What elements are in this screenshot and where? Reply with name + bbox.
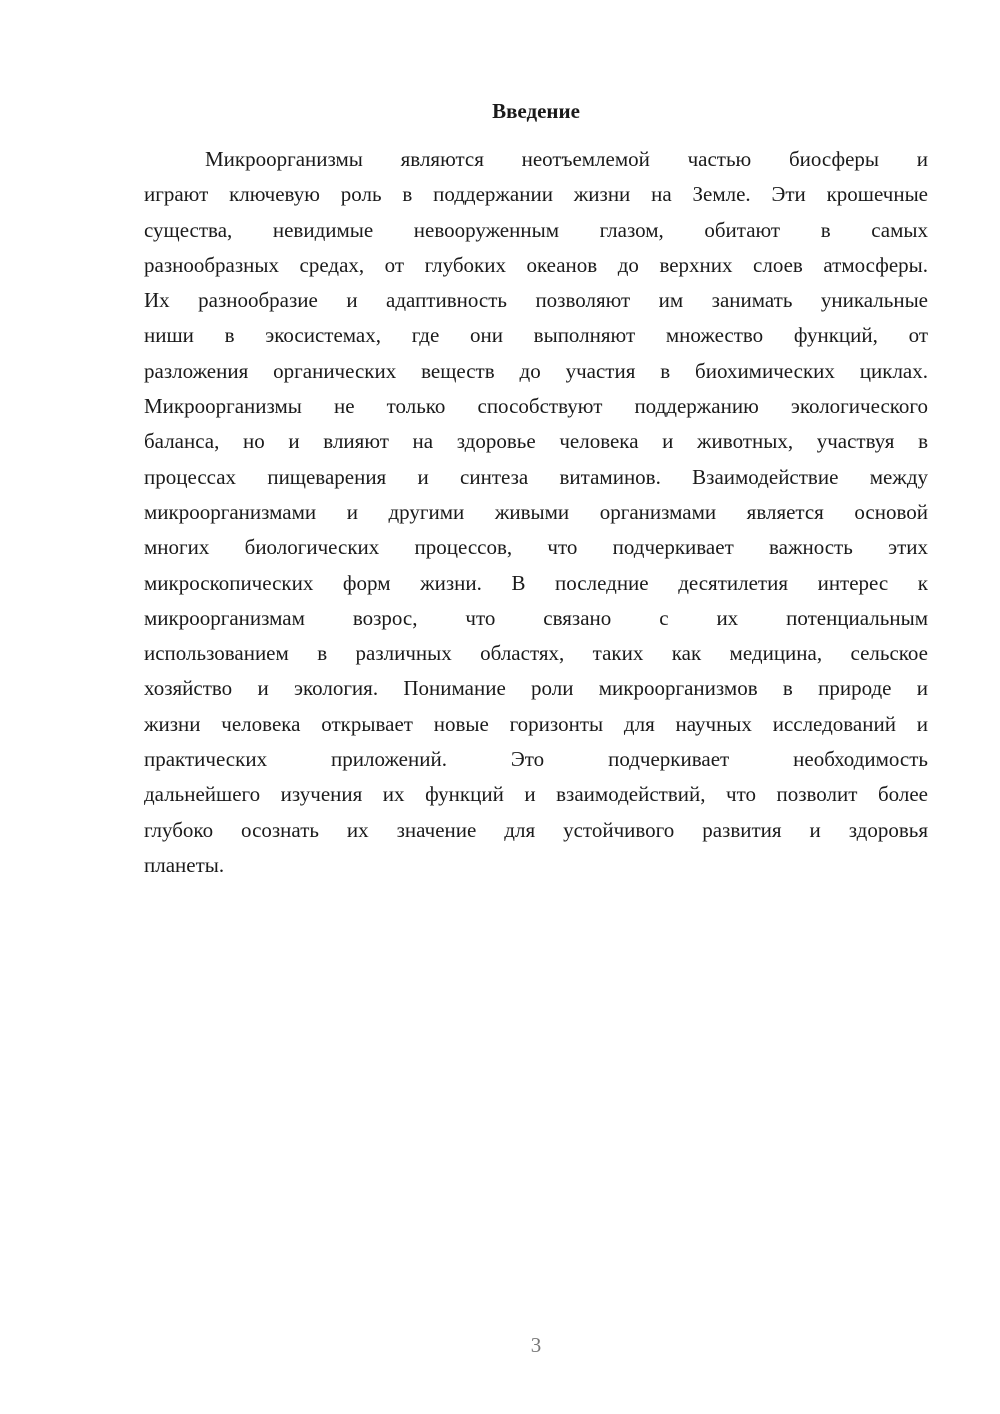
paragraph-line: микроскопических форм жизни. В последние десятилетия интерес к <box>144 570 928 595</box>
paragraph-line: дальнейшего изучения их функций и взаимодействий, что позволит более <box>144 782 928 807</box>
paragraph-line: разложения органических веществ до участия в биохимических циклах. <box>144 358 928 383</box>
paragraph-line: практических приложений. Это подчеркивает необходимость <box>144 747 928 772</box>
paragraph-line: микроорганизмами и другими живыми организмами является основой <box>144 499 928 524</box>
paragraph-line: хозяйство и экология. Понимание роли микроорганизмов в природе и <box>144 676 928 701</box>
paragraph-line: Микроорганизмы не только способствуют поддержанию экологического <box>144 394 928 419</box>
paragraph-line: использованием в различных областях, таких как медицина, сельское <box>144 641 928 666</box>
paragraph-line: микроорганизмам возрос, что связано с их потенциальным <box>144 605 928 630</box>
paragraph-line: Их разнообразие и адаптивность позволяют им занимать уникальные <box>144 288 928 313</box>
paragraph-line: процессах пищеварения и синтеза витаминов. Взаимодействие между <box>144 464 928 489</box>
paragraph-line: многих биологических процессов, что подчеркивает важность этих <box>144 535 928 560</box>
paragraph-line: планеты. <box>144 852 225 877</box>
page-number: 3 <box>530 1333 542 1357</box>
paragraph-line: ниши в экосистемах, где они выполняют множество функций, от <box>144 323 928 348</box>
body-paragraph <box>144 142 928 883</box>
paragraph-line: играют ключевую роль в поддержании жизни на Земле. Эти крошечные <box>144 182 928 207</box>
paragraph-line: Микроорганизмы являются неотъемлемой частью биосферы и <box>205 147 928 171</box>
paragraph-line: разнообразных средах, от глубоких океанов до верхних слоев атмосферы. <box>144 252 928 277</box>
paragraph-line: баланса, но и влияют на здоровье человека и животных, участвуя в <box>144 429 928 454</box>
paragraph-line: жизни человека открывает новые горизонты для научных исследований и <box>144 711 928 736</box>
section-heading: Введение <box>492 99 580 123</box>
paragraph-line: глубоко осознать их значение для устойчивого развития и здоровья <box>144 817 928 842</box>
paragraph-line: существа, невидимые невооруженным глазом, обитают в самых <box>144 217 928 242</box>
